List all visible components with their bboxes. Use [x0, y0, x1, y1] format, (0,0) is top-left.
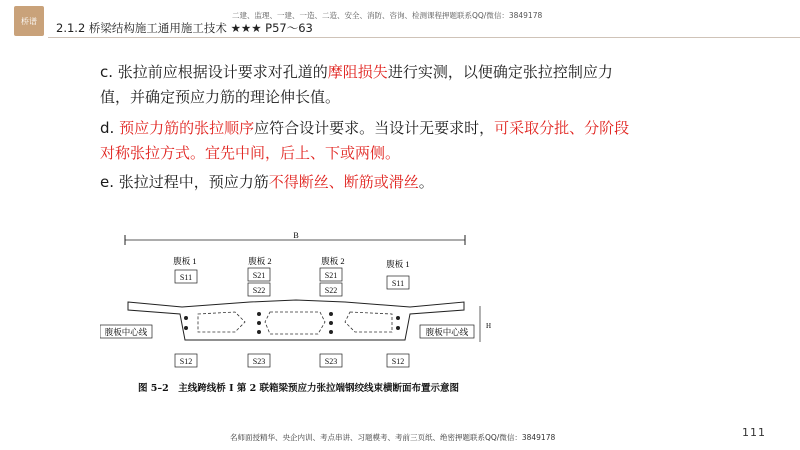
anchor-dot [329, 312, 333, 316]
web-centerline-label-right: 腹板中心线 [425, 327, 469, 337]
cross-section-figure [100, 230, 500, 380]
anchor-dot [396, 326, 400, 330]
highlight-text: 预应力筋的张拉顺序 [119, 119, 255, 137]
anchor-dot [184, 326, 188, 330]
web-label: 腹板 1 [173, 256, 197, 266]
highlight-text: 可采取分批、分阶段对称张拉方式。宜先中间，后上、下或两侧。 [100, 119, 630, 162]
box-label: S11 [179, 273, 193, 282]
text: 进行实测，以便确定张拉控制应力值，并确定预应力筋的理论伸长值。 [100, 63, 613, 106]
anchor-dot [329, 321, 333, 325]
girder-cell [345, 312, 392, 332]
highlight-text: 摩阻损失 [327, 63, 388, 81]
text: 应符合设计要求。当设计无要求时， [254, 119, 495, 137]
anchor-dot [396, 316, 400, 320]
box-label: S12 [391, 357, 405, 366]
box-label: S23 [252, 357, 266, 366]
box-label: S21 [324, 271, 338, 280]
text: d. [100, 119, 120, 137]
anchor-dot [329, 330, 333, 334]
web-centerline-label-left: 腹板中心线 [104, 327, 148, 337]
logo [14, 6, 44, 36]
footer-note: 名师面授精华、央企内训、考点串讲、习题模考、考前三页纸、绝密押题联系QQ/微信：3849178 [230, 433, 556, 442]
header-divider [48, 37, 800, 38]
box-label: S23 [324, 357, 338, 366]
top-note: 二建、监理、一建、一造、二造、安全、消防、咨询、检测课程押题联系QQ/微信：3849178 [232, 11, 543, 20]
box-label: S22 [324, 286, 338, 295]
text: 。 [418, 173, 434, 191]
anchor-dot [184, 316, 188, 320]
web-label: 腹板 2 [321, 256, 345, 266]
highlight-text: 不得断丝、断筋或滑丝 [268, 173, 419, 191]
box-label: S11 [391, 279, 405, 288]
box-label: S22 [252, 286, 266, 295]
web-label: 腹板 2 [248, 256, 272, 266]
height-label: H [486, 322, 492, 330]
text: c. 张拉前应根据设计要求对孔道的 [100, 63, 328, 81]
page-number: 111 [742, 426, 766, 439]
logo-text: 桥谱 [21, 16, 37, 26]
paragraph-e [100, 170, 640, 195]
paragraph-c [100, 60, 640, 110]
dimension-label: B [293, 231, 299, 240]
page-title: 2.1.2 桥梁结构施工通用施工技术 ★★★ P57～63 [56, 21, 313, 35]
anchor-dot [257, 321, 261, 325]
figure-caption: 图 5–2 主线跨线桥 I 第 2 联箱梁预应力张拉端钢绞线束横断面布置示意图 [138, 383, 460, 394]
anchor-dot [257, 330, 261, 334]
girder-cell [198, 312, 245, 332]
paragraph-d [100, 116, 640, 166]
anchor-dot [257, 312, 261, 316]
body-text [100, 60, 640, 195]
box-label: S21 [252, 271, 266, 280]
web-label: 腹板 1 [386, 259, 410, 269]
box-label: S12 [179, 357, 193, 366]
girder-cell [265, 312, 325, 334]
text: e. 张拉过程中，预应力筋 [100, 173, 269, 191]
